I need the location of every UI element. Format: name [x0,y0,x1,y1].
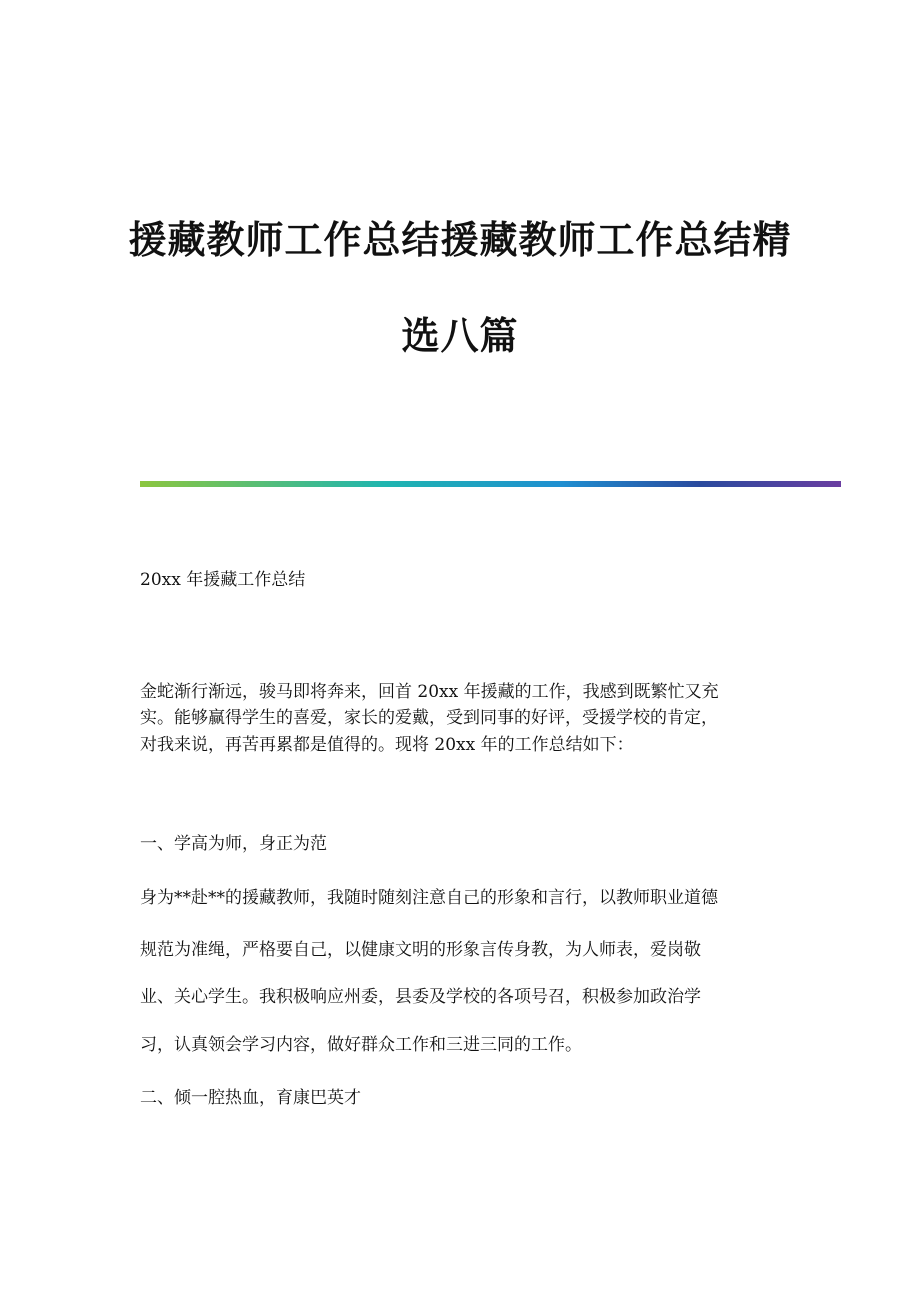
document-title-line-1: 援藏教师工作总结援藏教师工作总结精 [128,218,792,262]
paragraph-1-line-1: 金蛇渐行渐远，骏马即将奔来，回首 20xx 年援藏的工作，我感到既繁忙又充 [140,682,719,702]
paragraph-1-line-2: 实。能够赢得学生的喜爱，家长的爱戴，受到同事的好评，受援学校的肯定， [140,708,718,728]
paragraph-2-line-4: 习，认真领会学习内容，做好群众工作和三进三同的工作。 [140,1035,582,1055]
paragraph-2-line-1: 身为**赴**的援藏教师，我随时随刻注意自己的形象和言行，以教师职业道德 [140,888,718,908]
paragraph-2-line-3: 业、关心学生。我积极响应州委，县委及学校的各项号召，积极参加政治学 [140,987,701,1007]
heading-2: 二、倾一腔热血，育康巴英才 [140,1088,361,1108]
document-title-line-2: 选八篇 [401,314,519,358]
heading-1: 一、学高为师，身正为范 [140,834,327,854]
gradient-divider [140,481,841,487]
section-subtitle: 20xx 年援藏工作总结 [140,570,306,590]
paragraph-1-line-3: 对我来说，再苦再累都是值得的。现将 20xx 年的工作总结如下： [140,735,634,755]
paragraph-2-line-2: 规范为准绳，严格要自己，以健康文明的形象言传身教，为人师表，爱岗敬 [140,940,701,960]
